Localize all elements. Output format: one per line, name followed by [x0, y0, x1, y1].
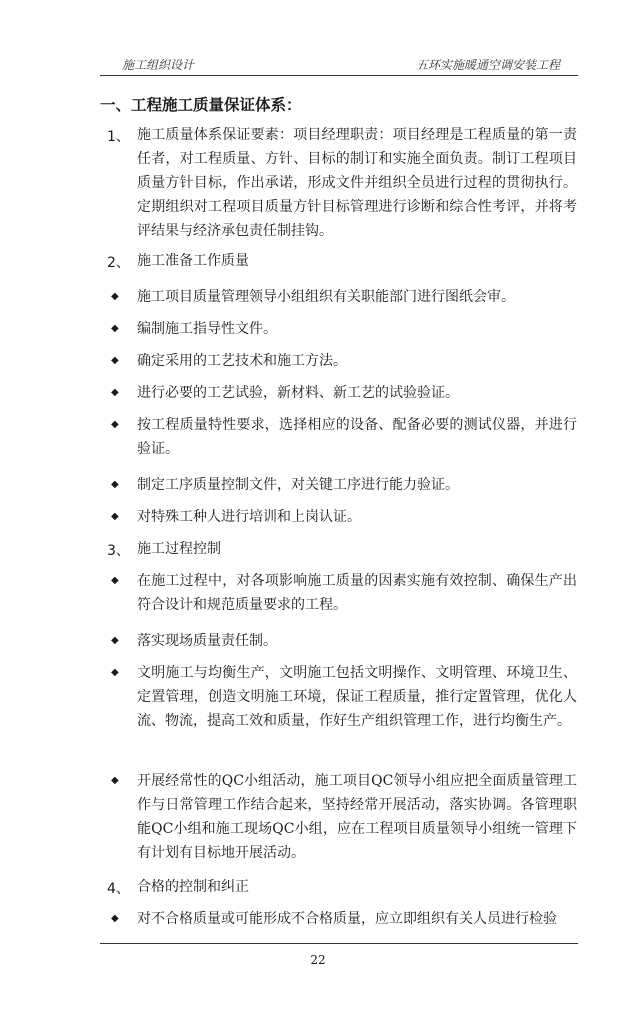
bullet-icon: ◆: [111, 419, 119, 430]
item-number: 3、: [107, 543, 130, 559]
item-number: 4、: [107, 881, 130, 897]
item-text: 施工项目质量管理领导小组组织有关职能部门进行图纸会审。: [137, 289, 515, 305]
header-right-text: 五环实施暖通空调安装工程: [415, 58, 560, 72]
item-number: 1、: [107, 129, 130, 145]
item-text: 施工过程控制: [137, 541, 221, 557]
bullet-icon: ◆: [111, 355, 119, 366]
bullet-icon: ◆: [111, 291, 119, 302]
item-text: 文明施工与均衡生产，文明施工包括文明操作、文明管理、环境卫生、定置管理，创造文明施工环境，保证工程质量，推行定置管理，优化人流、物流，提高工效和质量，作好生产组织管理工作，进行均衡生产。: [137, 665, 577, 729]
bullet-icon: ◆: [111, 511, 119, 522]
item-text: 合格的控制和纠正: [137, 879, 249, 895]
bullet-icon: ◆: [111, 479, 119, 490]
item-text: 开展经常性的QC小组活动，施工项目QC领导小组应把全面质量管理工作与日常管理工作结合起来，坚持经常开展活动，落实协调。各管理职能QC小组和施工现场QC小组，应在工程项目质量领导小组统一管理下有计划有目标地开展活动。: [137, 773, 577, 861]
item-text: 在施工过程中，对各项影响施工质量的因素实施有效控制、确保生产出符合设计和规范质量要求的工程。: [137, 573, 577, 613]
section-title: 一、工程施工质量保证体系：: [100, 96, 302, 114]
bullet-icon: ◆: [111, 575, 119, 586]
item-text: 对不合格质量或可能形成不合格质量，应立即组织有关人员进行检验: [137, 911, 557, 927]
bullet-icon: ◆: [111, 323, 119, 334]
item-text: 对特殊工种人进行培训和上岗认证。: [137, 509, 361, 525]
footer-divider: [100, 943, 578, 944]
item-text: 施工准备工作质量: [137, 253, 249, 269]
bullet-icon: ◆: [111, 667, 119, 678]
item-text: 施工质量体系保证要素：项目经理职责：项目经理是工程质量的第一责任者，对工程质量、方针、目标的制订和实施全面负责。制订工程项目质量方针目标，作出承诺，形成文件并组织全员进行过程的贯彻执行。定期组织对工程项目质量方针目标管理进行诊断和综合性考评，并将考评结果与经济承包责任制挂钩。: [137, 127, 577, 239]
item-number: 2、: [107, 255, 130, 271]
page-number: 22: [310, 953, 326, 967]
item-text: 按工程质量特性要求，选择相应的设备、配备必要的测试仪器，并进行验证。: [137, 417, 577, 457]
bullet-icon: ◆: [111, 387, 119, 398]
page-header: [100, 51, 578, 76]
bullet-icon: ◆: [111, 775, 119, 786]
bullet-icon: ◆: [111, 635, 119, 646]
item-text: 落实现场质量责任制。: [137, 633, 277, 649]
item-text: 制定工序质量控制文件，对关键工序进行能力验证。: [137, 477, 459, 493]
item-text: 进行必要的工艺试验，新材料、新工艺的试验验证。: [137, 385, 459, 401]
header-left-text: 施工组织设计: [122, 58, 195, 72]
bullet-icon: ◆: [111, 913, 119, 924]
item-text: 编制施工指导性文件。: [137, 321, 277, 337]
item-text: 确定采用的工艺技术和施工方法。: [137, 353, 347, 369]
